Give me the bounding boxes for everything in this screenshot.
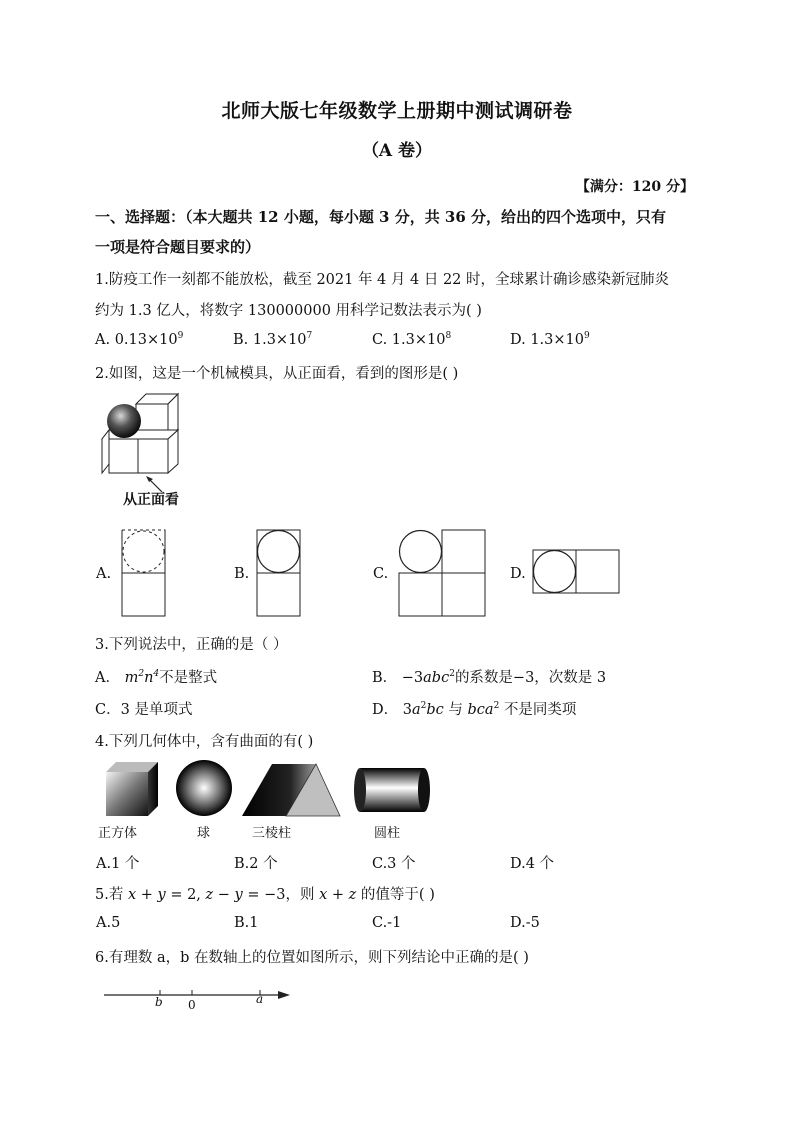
q1-option-d[interactable] — [510, 331, 590, 348]
q5-stem-end: 的值等于( ) — [360, 887, 435, 903]
page-title: 北师大版七年级数学上册期中测试调研卷 — [221, 100, 573, 122]
axis-label-zero: 0 — [188, 998, 196, 1012]
shape-label-cube: 正方体 — [98, 826, 138, 841]
q1-option-c[interactable] — [372, 331, 451, 348]
q1-stem-line1: 1.防疫工作一刻都不能放松，截至 2021 年 4 月 4 日 22 时，全球累计确诊感染新冠肺炎 — [95, 272, 670, 288]
q3-option-a[interactable] — [95, 666, 217, 687]
q2-option-a-figure — [121, 529, 167, 619]
mold-figure — [96, 392, 196, 502]
q1-option-d-exp: 9 — [584, 331, 590, 341]
shape-label-sphere: 球 — [197, 826, 211, 841]
axis-label-a: a — [256, 992, 264, 1006]
axis-label-b: b — [155, 995, 163, 1009]
q2-option-c-figure — [398, 529, 488, 619]
q1-stem-line2: 约为 1.3 亿人，将数字 130000000 用科学记数法表示为( ) — [95, 303, 482, 319]
q4-option-a[interactable]: A.1 个 — [96, 856, 140, 872]
q2-option-a-label[interactable]: A. — [96, 566, 112, 582]
q5-stem-post: ，则 — [285, 887, 315, 903]
full-score: 【满分：120 分】 — [575, 179, 694, 195]
q2-option-d-label[interactable]: D. — [510, 566, 526, 582]
q3-option-a-expr: $m^2n^4$ — [124, 669, 160, 686]
q1-option-a-exp: 9 — [177, 331, 184, 341]
q2-stem: 2.如图，这是一个机械模具，从正面看，看到的图形是( ) — [95, 366, 459, 382]
q3-option-b-text: 的系数是−3，次数是 3 — [454, 670, 607, 686]
shape-label-cylinder: 圆柱 — [374, 826, 401, 841]
q3-stem: 3.下列说法中，正确的是（ ） — [95, 637, 288, 653]
q5-option-a[interactable]: A.5 — [96, 915, 121, 931]
q5-stem-pre: 5.若 — [95, 887, 124, 903]
q1-option-d-text: D. 1.3×10 — [510, 331, 584, 348]
q3-option-b-label: B． — [372, 670, 398, 686]
number-line — [104, 985, 304, 1015]
q1-option-b-exp: 7 — [306, 331, 313, 341]
q4-option-d[interactable]: D.4 个 — [510, 856, 555, 872]
q1-option-c-text: C. 1.3×10 — [372, 331, 446, 348]
q1-option-b-text: B. 1.3×10 — [233, 331, 307, 348]
sphere-icon — [176, 760, 232, 816]
q3-option-d-label: D． — [372, 702, 399, 718]
q3-option-b-expr: −3abc$^2$ — [401, 669, 455, 686]
shape-label-prism: 三棱柱 — [252, 826, 292, 841]
q3-option-d-expr1: $3a^2bc$ — [402, 701, 444, 718]
q3-option-c-label: C． — [95, 702, 121, 718]
q3-option-c[interactable] — [95, 698, 192, 719]
section-heading-line1: 一、选择题：（本大题共 12 小题，每小题 3 分，共 36 分，给出的四个选项中，只有 — [95, 208, 667, 226]
q2-option-b-label[interactable]: B. — [234, 566, 250, 582]
q5-option-b[interactable]: B.1 — [234, 915, 259, 931]
q2-option-c-label[interactable]: C. — [373, 566, 389, 582]
q2-option-d-figure — [532, 549, 622, 595]
q1-option-a-text: A. 0.13×10 — [95, 331, 178, 348]
q3-option-a-label: A． — [95, 670, 120, 686]
sphere-icon — [107, 404, 141, 438]
q3-option-d-expr2: bca — [467, 702, 494, 718]
arrow-icon — [278, 991, 290, 999]
q3-option-a-text: 不是整式 — [159, 670, 218, 686]
q4-stem: 4.下列几何体中，含有曲面的有( ) — [95, 734, 314, 750]
q5-option-d[interactable]: D.-5 — [510, 915, 540, 931]
solids-figure — [102, 760, 442, 820]
q3-option-d-mid: 与 — [448, 702, 463, 718]
page-subtitle: （A 卷） — [361, 141, 433, 161]
q3-option-d[interactable]: D． $3a^2bc$ 与 bca$^2$ 不是同类项 — [372, 701, 577, 718]
q3-option-b[interactable] — [372, 666, 606, 687]
view-direction-label: 从正面看 — [123, 492, 179, 508]
section-heading-line2: 一项是符合题目要求的） — [95, 238, 261, 256]
q3-option-d-text: 不是同类项 — [503, 702, 577, 718]
q2-option-b-figure — [256, 529, 302, 619]
triangular-prism-icon — [242, 764, 340, 816]
q5-stem: 5.若 x + y = 2, z − y = −3，则 x + z 的值等于( ) — [95, 887, 435, 903]
q4-option-c[interactable]: C.3 个 — [372, 856, 416, 872]
q4-option-b[interactable]: B.2 个 — [234, 856, 278, 872]
q5-option-c[interactable]: C.-1 — [372, 915, 402, 931]
cube-icon — [106, 762, 158, 816]
q1-option-b[interactable] — [233, 331, 312, 348]
q1-option-c-exp: 8 — [445, 331, 452, 341]
q6-stem: 6.有理数 a，b 在数轴上的位置如图所示，则下列结论中正确的是( ) — [95, 950, 529, 966]
cylinder-icon — [354, 768, 430, 812]
q1-option-a[interactable] — [95, 331, 183, 348]
q3-option-c-text: 3 是单项式 — [120, 702, 193, 718]
